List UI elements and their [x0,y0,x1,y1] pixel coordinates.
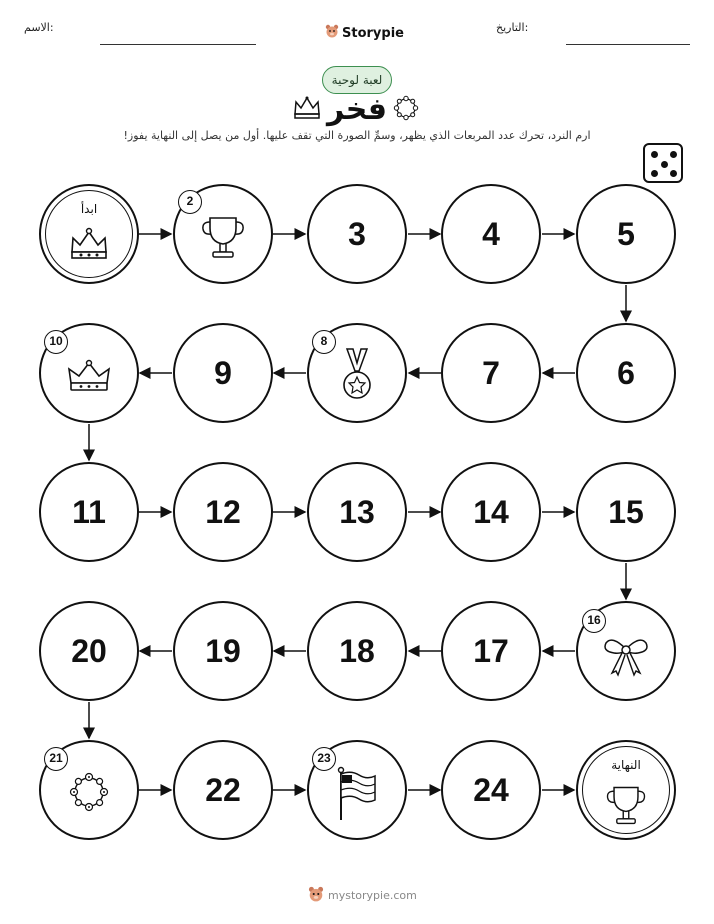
footer-site: mystorypie.com [328,889,417,902]
board-cell-end [576,740,676,840]
cell-number: 18 [339,632,375,669]
cell-number: 11 [72,493,106,530]
board-cell-6 [576,323,676,423]
game-type-badge: لعبة لوحية [322,66,392,94]
bear-icon [308,886,324,905]
cell-number-badge: 8 [312,330,336,354]
cell-number: 19 [205,632,241,669]
board-cell-15 [576,462,676,562]
board-cell-12 [173,462,273,562]
instructions: ارم النرد، تحرك عدد المربعات الذي يظهر، وسمِّ الصورة التي تقف عليها. أول من يصل إلى النهاية يفوز! [123,129,591,142]
cell-number-badge: 10 [44,330,68,354]
end-label: النهاية [611,758,641,772]
cell-number: 7 [482,354,500,391]
medal-icon [337,347,377,407]
cell-number: 3 [348,215,366,252]
cell-number: 13 [339,493,375,530]
board-cell-14 [441,462,541,562]
board-cell-11 [39,462,139,562]
board-cell-3 [307,184,407,284]
cell-number: 4 [482,215,500,252]
cell-number: 24 [473,771,509,808]
board-cell-18 [307,601,407,701]
name-label: الاسم: [24,21,54,34]
board-cell-5 [576,184,676,284]
crown-icon [67,226,111,266]
board-cell-13 [307,462,407,562]
trophy-icon [200,212,246,266]
board-cell-4 [441,184,541,284]
start-label: ابدأ [80,202,98,216]
cell-number-badge: 16 [582,609,606,633]
page-title: فخر [327,92,387,127]
board-cell-22 [173,740,273,840]
flower-wreath-icon [67,770,111,818]
cell-number: 14 [473,493,509,530]
board-cell-20 [39,601,139,701]
cell-number: 17 [473,632,509,669]
cell-number: 15 [608,493,644,530]
cell-number: 6 [617,354,635,391]
board-cell-9 [173,323,273,423]
footer [308,886,417,905]
cell-number: 5 [617,215,635,252]
flag-icon [335,766,379,826]
cell-number: 9 [214,354,232,391]
brand-name: Storypie [342,25,404,41]
board-cell-17 [441,601,541,701]
cell-number-badge: 2 [178,190,202,214]
cell-number-badge: 21 [44,747,68,771]
cell-number: 12 [205,493,241,530]
board-cell-24 [441,740,541,840]
cell-number: 20 [71,632,107,669]
crown-icon [65,359,113,399]
board-cell-start [39,184,139,284]
cell-number-badge: 23 [312,747,336,771]
cell-number: 22 [205,771,241,808]
date-label: التاريخ: [496,21,529,34]
trophy-icon [604,782,648,832]
ribbon-bow-icon [600,635,652,681]
board-cell-19 [173,601,273,701]
board-cell-7 [441,323,541,423]
